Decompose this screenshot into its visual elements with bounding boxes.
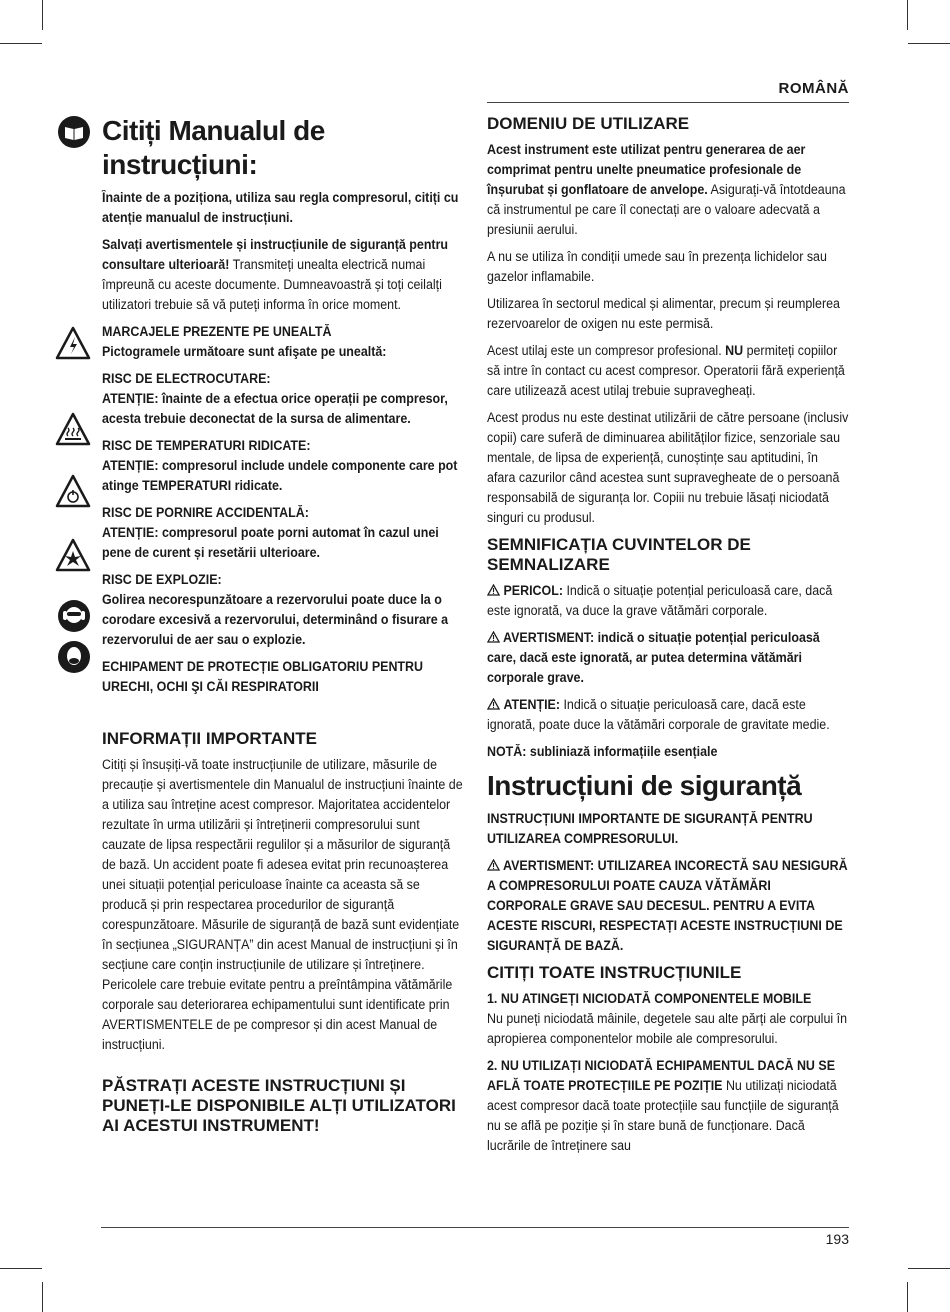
scope-text: Asigurați-vă întotdeauna că instrumentul pe care îl conectați are o valoare adecvată a presiunii aerului.	[487, 182, 846, 237]
risk-title: RISC DE EXPLOZIE:	[102, 572, 222, 587]
caution-text: Indică o situație periculoasă care, dacă este ignorată, poate duce la vătămări corporale de gravitate medie.	[487, 697, 830, 732]
risk-text: ATENȚIE: înainte de a efectua orice operații pe compresor, acesta trebuie deconectat de la sursa de alimentare.	[102, 391, 448, 426]
automatic-start-warning-icon	[55, 474, 91, 508]
ppe-text: ECHIPAMENT DE PROTECȚIE OBLIGATORIU PENTRU URECHI, OCHI ŞI CĂI RESPIRATORII	[102, 659, 424, 694]
crop-mark	[907, 1282, 908, 1312]
danger-paragraph	[487, 581, 849, 621]
read-all-heading: CITIȚI TOATE INSTRUCȚIUNILE	[487, 963, 742, 982]
professional-paragraph	[487, 341, 849, 401]
prof-text-2: permiteți copiilor să intre în contact cu acest compresor. Operatorii fără experiență care utilizează acest utilaj trebuie supravegheați.	[487, 343, 845, 398]
risk-text: ATENȚIE: compresorul poate porni automat în cazul unei pene de curent și resetării ulterioare.	[102, 525, 439, 560]
warning-paragraph	[487, 628, 849, 688]
explosion-warning-icon	[55, 538, 91, 572]
respiratory-protection-icon	[58, 641, 90, 673]
risk-electric	[102, 369, 464, 429]
risk-title: RISC DE ELECTROCUTARE:	[102, 371, 271, 386]
warning-triangle-icon	[487, 698, 500, 710]
risk-temperature	[102, 436, 464, 496]
crop-mark	[42, 1282, 43, 1312]
ear-eye-protection-icon	[58, 600, 90, 632]
keep-instructions-paragraph	[102, 235, 464, 315]
keep-heading: PĂSTRAȚI ACESTE INSTRUCȚIUNI ȘI PUNEȚI-LE DISPONIBILE ALȚI UTILIZATORI AI ACESTUI INSTRUMENT!	[102, 1076, 456, 1135]
scope-title: DOMENIU DE UTILIZARE	[487, 114, 690, 133]
crop-mark	[907, 0, 908, 30]
warning-text: AVERTISMENT: indică o situație potențial periculoasă care, dacă este ignorată, ar putea determina vătămări corporale grave.	[487, 630, 820, 685]
warning-triangle-icon	[487, 584, 500, 596]
crop-mark	[0, 1268, 42, 1269]
header-rule	[487, 102, 849, 103]
medical-paragraph: Utilizarea în sectorul medical și alimentar, precum și reumplerea rezervoarelor de oxigen nu este permisă.	[487, 296, 840, 331]
markings-sub: Pictogramele următoare sunt afişate pe unealtă:	[102, 344, 387, 359]
item-title: 2. NU UTILIZAȚI NICIODATĂ ECHIPAMENTUL DACĂ NU SE AFLĂ TOATE PROTECȚIILE PE POZIȚIE	[487, 1058, 836, 1093]
crop-mark	[0, 43, 42, 44]
info-title: INFORMAȚII IMPORTANTE	[102, 729, 317, 748]
safety-sub: INSTRUCȚIUNI IMPORTANTE DE SIGURANȚĂ PENTRU UTILIZAREA COMPRESORULUI.	[487, 811, 813, 846]
warning-triangle-icon	[487, 631, 500, 643]
crop-mark	[42, 0, 43, 30]
danger-text: Indică o situație potențial periculoasă care, dacă este ignorată, va duce la grave vătămări corporale.	[487, 583, 833, 618]
footer-rule	[101, 1227, 849, 1228]
risk-text: Golirea necorespunzătoare a rezervorului poate duce la o corodare excesivă a rezervorului, determinând o fisurare a rezervorului de aer sau o explozie.	[102, 592, 449, 647]
item-text: Nu utilizați niciodată acest compresor dacă toate protecțiile sau funcțiile de siguranță nu se află pe poziție și în stare bună de funcționare. Dacă lucrările de întreținere sau	[487, 1078, 839, 1153]
electric-shock-warning-icon	[55, 326, 91, 360]
signal-title: SEMNIFICAȚIA CUVINTELOR DE SEMNALIZARE	[487, 535, 751, 574]
manual-title: Citiți Manualul de instrucțiuni:	[102, 115, 325, 180]
safety-warning	[487, 856, 849, 956]
language-header: ROMÂNĂ	[778, 80, 849, 97]
scope-paragraph	[487, 140, 849, 240]
item-1	[487, 989, 849, 1049]
risk-title: RISC DE TEMPERATURI RIDICATE:	[102, 438, 311, 453]
safety-warning-text: AVERTISMENT: UTILIZAREA INCORECTĂ SAU NESIGURĂ A COMPRESORULUI POATE CAUZA VĂTĂMĂRI CORPORALE GRAVE SAU DECESUL. PENTRU A EVITA ACESTE RISCURI, RESPECTAȚI ACESTE INSTRUCȚIUNI DE SIGURANȚĂ DE BAZĂ.	[487, 858, 848, 953]
risk-text: ATENȚIE: compresorul include undele componente care pot atinge TEMPERATURI ridicate.	[102, 458, 458, 493]
markings-block	[102, 322, 464, 362]
caution-paragraph	[487, 695, 849, 735]
keep-bold: Salvați avertismentele și instrucțiunile de siguranță pentru consultare ulterioară!	[102, 237, 449, 272]
prof-nu: NU	[725, 343, 744, 358]
manual-book-icon	[58, 116, 90, 148]
persons-paragraph: Acest produs nu este destinat utilizării de către persoane (inclusiv copii) care suferă de diminuarea abilităților fizice, senzoriale sau mentale, de lipsa de experiență, cunoștințe sau aptitudini, în afara cazurilor când acestea sunt supravegheate de o persoană responsabilă de siguranța lor. Copiii nu trebuie lăsați niciodată singuri cu produsul.	[487, 410, 849, 525]
info-text: Citiți și însușiți-vă toate instrucțiunile de utilizare, măsurile de precauție și avertismentele din Manualul de instrucțiuni înainte de a utiliza sau întreține acest compresor. Majoritatea accidentelor rezultate în urma utilizării și întreținerii compresorului sunt cauzate de lipsa respectării regulilor și a măsurilor de siguranță de bază. Un accident poate fi adesea evitat prin recunoașterea unei situații potențial periculoase înainte ca aceasta să se producă și prin respectarea procedurilor de siguranță corespunzătoare. Măsurile de siguranță de bază sunt evidențiate în secțiunea „SIGURANȚA” din acest Manual de instrucțiuni și în secțiune care conțin instrucțiunile de utilizare și întreținere. Pericolele care trebuie evitate pentru a preîntâmpina vătămările corporale sau deteriorarea echipamentului sunt identificate prin AVERTISMENTELE de pe compresor și din acest Manual de instrucțiuni.	[102, 757, 463, 1052]
humid-paragraph: A nu se utiliza în condiții umede sau în prezența lichidelor sau gazelor inflamabile.	[487, 249, 827, 284]
page-number: 193	[825, 1231, 849, 1247]
prof-text-1: Acest utilaj este un compresor profesional.	[487, 343, 726, 358]
intro-text: Înainte de a poziționa, utiliza sau regla compresorul, citiți cu atenție manualul de instrucțiuni.	[102, 190, 459, 225]
right-column	[487, 110, 849, 1163]
left-column	[102, 110, 464, 1142]
danger-label: PERICOL:	[503, 583, 563, 598]
crop-mark	[908, 1268, 950, 1269]
note-text: NOTĂ: subliniază informațiile esențiale	[487, 744, 718, 759]
caution-label: ATENȚIE:	[503, 697, 560, 712]
risk-start	[102, 503, 464, 563]
item-2	[487, 1056, 849, 1156]
safety-title: Instrucțiuni de siguranță	[487, 770, 802, 801]
item-title: 1. NU ATINGEȚI NICIODATĂ COMPONENTELE MOBILE	[487, 991, 812, 1006]
hot-surface-warning-icon	[55, 412, 91, 446]
item-text: Nu puneți niciodată mâinile, degetele sau alte părți ale corpului în apropierea componentelor mobile ale compresorului.	[487, 1011, 847, 1046]
risk-title: RISC DE PORNIRE ACCIDENTALĂ:	[102, 505, 309, 520]
warning-triangle-icon	[487, 859, 500, 871]
markings-title: MARCAJELE PREZENTE PE UNEALTĂ	[102, 324, 332, 339]
keep-text: Transmiteți unealta electrică numai împreună cu aceste documente. Dumneavoastră și toți ceilalți utilizatori trebuie să vă puteți informa în orice moment.	[102, 257, 442, 312]
scope-bold: Acest instrument este utilizat pentru generarea de aer comprimat pentru unelte pneumatice profesionale de înșurubat și gonflatoare de anvelope.	[487, 142, 806, 197]
crop-mark	[908, 43, 950, 44]
risk-explosion	[102, 570, 464, 650]
